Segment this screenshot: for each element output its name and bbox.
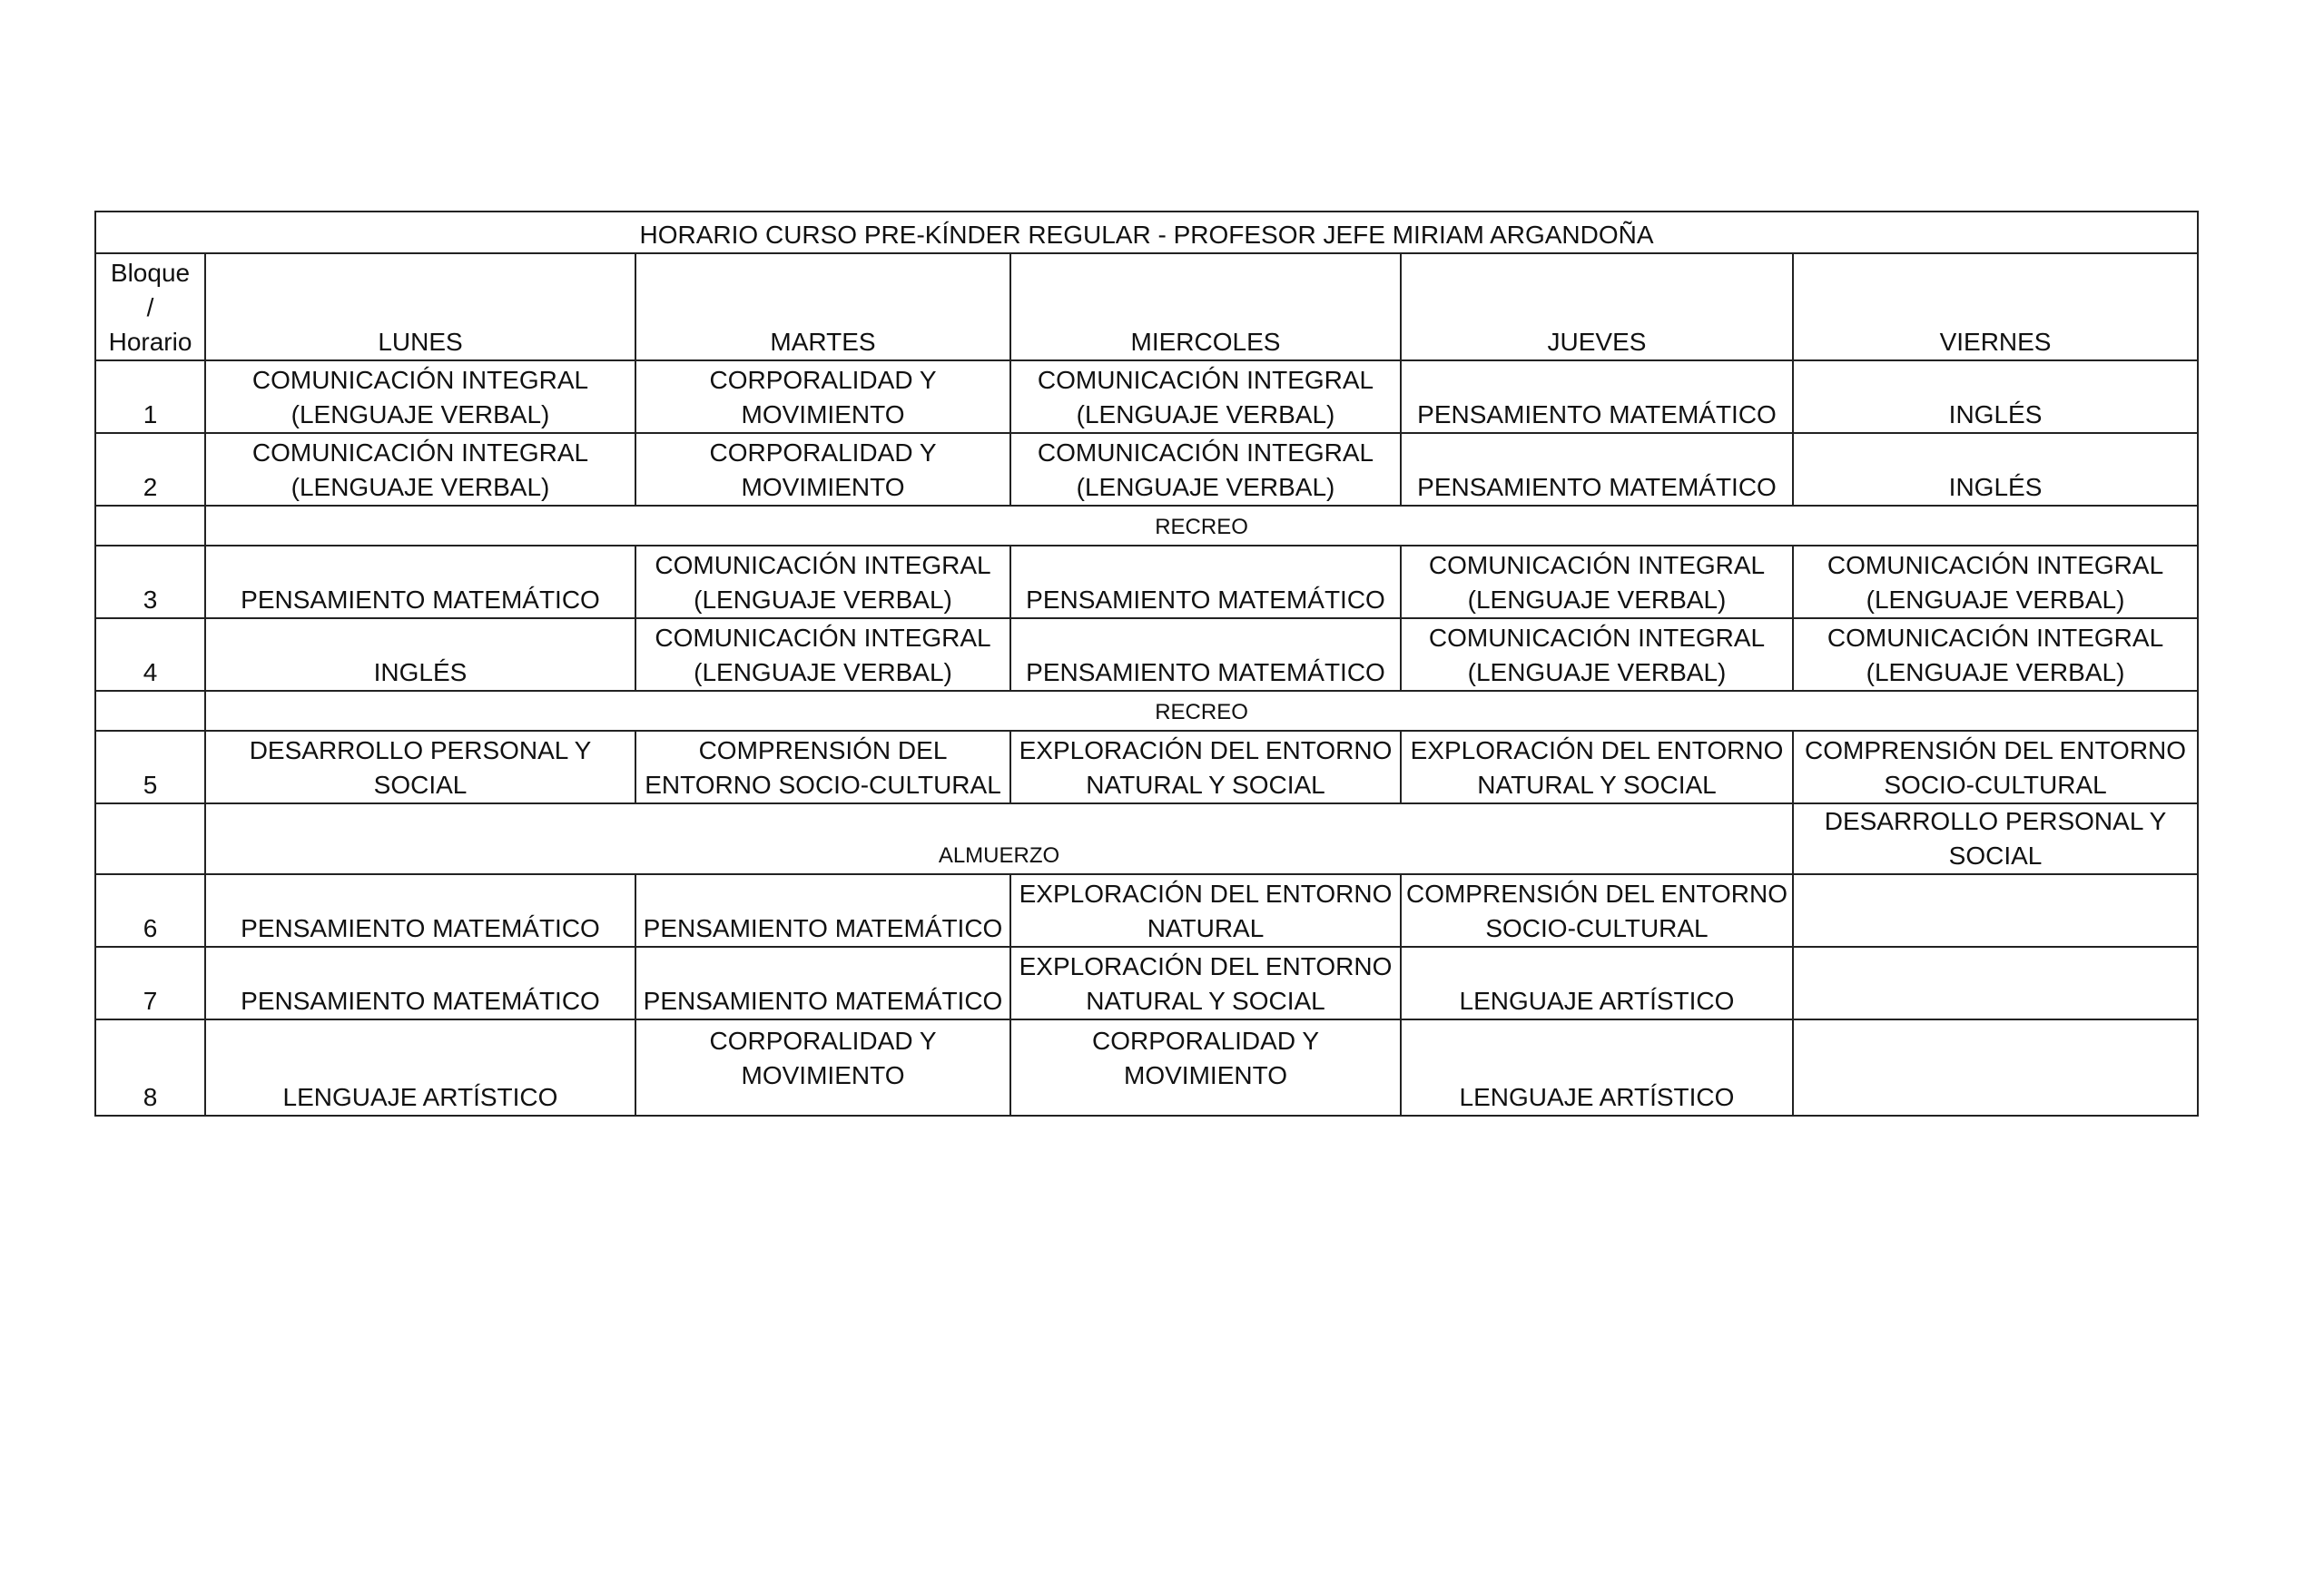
block-row-3 <box>95 546 2198 618</box>
schedule-title: HORARIO CURSO PRE-KÍNDER REGULAR - PROFESOR JEFE MIRIAM ARGANDOÑA <box>95 212 2198 253</box>
schedule-cell: LENGUAJE ARTÍSTICO <box>205 1019 635 1116</box>
recess-label: RECREO <box>205 691 2198 731</box>
header-row <box>95 253 2198 360</box>
block-row-4 <box>95 618 2198 691</box>
schedule-cell: PENSAMIENTO MATEMÁTICO <box>635 874 1010 947</box>
schedule-cell: DESARROLLO PERSONAL Y SOCIAL <box>205 731 635 803</box>
schedule-cell: EXPLORACIÓN DEL ENTORNO NATURAL Y SOCIAL <box>1010 731 1401 803</box>
schedule-cell: COMUNICACIÓN INTEGRAL (LENGUAJE VERBAL) <box>205 433 635 506</box>
block-number: 1 <box>95 360 205 433</box>
empty-block-cell <box>95 691 205 731</box>
schedule-cell: COMPRENSIÓN DEL ENTORNO SOCIO-CULTURAL <box>635 731 1010 803</box>
schedule-cell: EXPLORACIÓN DEL ENTORNO NATURAL Y SOCIAL <box>1401 731 1793 803</box>
schedule-cell: DESARROLLO PERSONAL Y SOCIAL <box>1793 803 2198 874</box>
day-header-lunes: LUNES <box>205 253 635 360</box>
schedule-cell: CORPORALIDAD Y MOVIMIENTO <box>1010 1019 1401 1116</box>
schedule-cell: COMUNICACIÓN INTEGRAL (LENGUAJE VERBAL) <box>1010 360 1401 433</box>
schedule-cell: PENSAMIENTO MATEMÁTICO <box>1401 433 1793 506</box>
lunch-row <box>95 803 2198 874</box>
schedule-cell: PENSAMIENTO MATEMÁTICO <box>1010 618 1401 691</box>
block-number: 5 <box>95 731 205 803</box>
schedule-cell: COMUNICACIÓN INTEGRAL (LENGUAJE VERBAL) <box>1793 546 2198 618</box>
schedule-cell: COMUNICACIÓN INTEGRAL (LENGUAJE VERBAL) <box>1401 618 1793 691</box>
block-number: 3 <box>95 546 205 618</box>
block-row-8 <box>95 1019 2198 1116</box>
schedule-cell: PENSAMIENTO MATEMÁTICO <box>1010 546 1401 618</box>
schedule-cell: PENSAMIENTO MATEMÁTICO <box>1401 360 1793 433</box>
schedule-cell: INGLÉS <box>1793 360 2198 433</box>
schedule-cell: EXPLORACIÓN DEL ENTORNO NATURAL <box>1010 874 1401 947</box>
schedule-cell: COMUNICACIÓN INTEGRAL (LENGUAJE VERBAL) <box>1793 618 2198 691</box>
block-row-6 <box>95 874 2198 947</box>
block-row-5 <box>95 731 2198 803</box>
schedule-cell: INGLÉS <box>205 618 635 691</box>
day-header-jueves: JUEVES <box>1401 253 1793 360</box>
schedule-cell: PENSAMIENTO MATEMÁTICO <box>635 947 1010 1019</box>
day-header-miercoles: MIERCOLES <box>1010 253 1401 360</box>
schedule-cell: EXPLORACIÓN DEL ENTORNO NATURAL Y SOCIAL <box>1010 947 1401 1019</box>
schedule-cell: CORPORALIDAD Y MOVIMIENTO <box>635 433 1010 506</box>
schedule-table <box>94 211 2199 1117</box>
schedule-cell: PENSAMIENTO MATEMÁTICO <box>205 546 635 618</box>
schedule-cell: LENGUAJE ARTÍSTICO <box>1401 947 1793 1019</box>
schedule-cell <box>1793 947 2198 1019</box>
block-header: Bloque / Horario <box>95 253 205 360</box>
block-row-1 <box>95 360 2198 433</box>
schedule-cell: COMUNICACIÓN INTEGRAL (LENGUAJE VERBAL) <box>635 546 1010 618</box>
day-header-viernes: VIERNES <box>1793 253 2198 360</box>
schedule-cell: COMUNICACIÓN INTEGRAL (LENGUAJE VERBAL) <box>1010 433 1401 506</box>
schedule-cell: INGLÉS <box>1793 433 2198 506</box>
schedule-cell: LENGUAJE ARTÍSTICO <box>1401 1019 1793 1116</box>
schedule-cell: COMUNICACIÓN INTEGRAL (LENGUAJE VERBAL) <box>635 618 1010 691</box>
block-number: 6 <box>95 874 205 947</box>
schedule-cell: CORPORALIDAD Y MOVIMIENTO <box>635 1019 1010 1116</box>
block-number: 2 <box>95 433 205 506</box>
schedule-cell <box>1793 874 2198 947</box>
title-row <box>95 212 2198 253</box>
block-number: 7 <box>95 947 205 1019</box>
schedule-cell: CORPORALIDAD Y MOVIMIENTO <box>635 360 1010 433</box>
empty-block-cell <box>95 506 205 546</box>
lunch-label: ALMUERZO <box>205 803 1793 874</box>
day-header-martes: MARTES <box>635 253 1010 360</box>
schedule-cell: COMUNICACIÓN INTEGRAL (LENGUAJE VERBAL) <box>205 360 635 433</box>
block-number: 8 <box>95 1019 205 1116</box>
schedule-cell <box>1793 1019 2198 1116</box>
block-number: 4 <box>95 618 205 691</box>
recess-label: RECREO <box>205 506 2198 546</box>
block-row-7 <box>95 947 2198 1019</box>
schedule-cell: COMPRENSIÓN DEL ENTORNO SOCIO-CULTURAL <box>1793 731 2198 803</box>
schedule-cell: COMUNICACIÓN INTEGRAL (LENGUAJE VERBAL) <box>1401 546 1793 618</box>
schedule-cell: PENSAMIENTO MATEMÁTICO <box>205 947 635 1019</box>
recess-row-2 <box>95 691 2198 731</box>
block-row-2 <box>95 433 2198 506</box>
recess-row-1 <box>95 506 2198 546</box>
schedule-cell: PENSAMIENTO MATEMÁTICO <box>205 874 635 947</box>
schedule-cell: COMPRENSIÓN DEL ENTORNO SOCIO-CULTURAL <box>1401 874 1793 947</box>
empty-block-cell <box>95 803 205 874</box>
